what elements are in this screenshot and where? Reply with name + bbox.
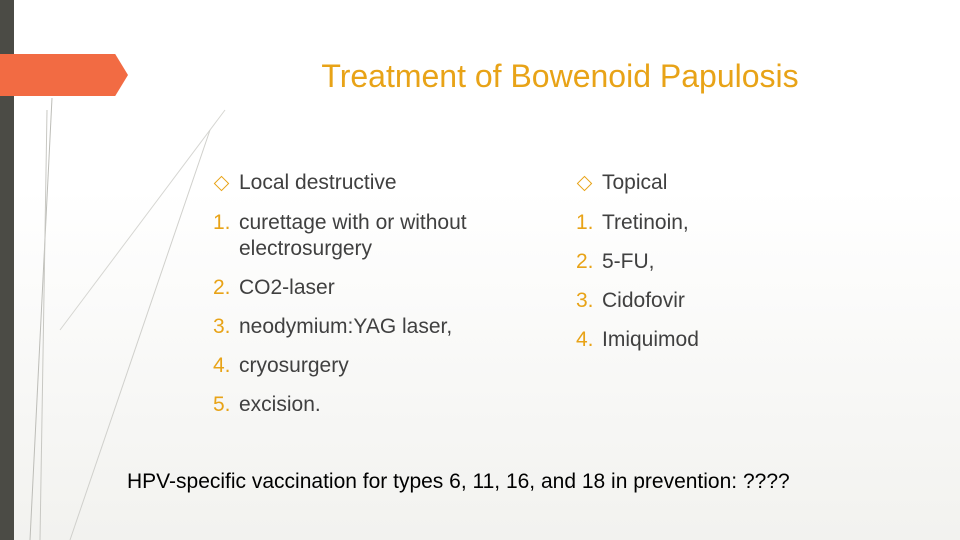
- list-number: 3.: [576, 289, 594, 312]
- list-text: Cidofovir: [602, 289, 685, 312]
- list-number: 3.: [213, 315, 231, 338]
- left-column: [213, 170, 533, 431]
- list-item: [576, 210, 876, 236]
- list-item: [213, 353, 533, 379]
- list-item: [576, 288, 876, 314]
- right-column: [576, 170, 876, 366]
- list-number: 4.: [213, 354, 231, 377]
- right-heading-row: [576, 170, 876, 196]
- diamond-bullet-icon: [577, 175, 593, 191]
- list-item: [213, 392, 533, 418]
- list-item: [213, 210, 533, 262]
- list-text: curettage with or without electrosurgery: [239, 211, 467, 260]
- list-item: [213, 275, 533, 301]
- list-item: [576, 249, 876, 275]
- list-item: [213, 314, 533, 340]
- list-text: 5-FU,: [602, 250, 655, 273]
- list-number: 1.: [213, 211, 231, 234]
- left-list: [213, 210, 533, 418]
- right-heading: Topical: [602, 171, 668, 194]
- slide-title: Treatment of Bowenoid Papulosis: [321, 58, 799, 94]
- list-text: neodymium:YAG laser,: [239, 315, 453, 338]
- list-number: 2.: [213, 276, 231, 299]
- list-text: CO2-laser: [239, 276, 335, 299]
- list-number: 1.: [576, 211, 594, 234]
- list-item: [576, 327, 876, 353]
- list-number: 2.: [576, 250, 594, 273]
- left-heading: Local destructive: [239, 171, 397, 194]
- right-list: [576, 210, 876, 353]
- list-number: 5.: [213, 393, 231, 416]
- list-text: cryosurgery: [239, 354, 349, 377]
- list-text: Imiquimod: [602, 328, 699, 351]
- left-heading-row: [213, 170, 533, 196]
- diamond-bullet-icon: [214, 175, 230, 191]
- list-number: 4.: [576, 328, 594, 351]
- list-text: Tretinoin,: [602, 211, 689, 234]
- list-text: excision.: [239, 393, 321, 416]
- accent-arrow: [0, 54, 128, 96]
- footer-note: HPV-specific vaccination for types 6, 11, 16, and 18 in prevention: ????: [127, 470, 790, 493]
